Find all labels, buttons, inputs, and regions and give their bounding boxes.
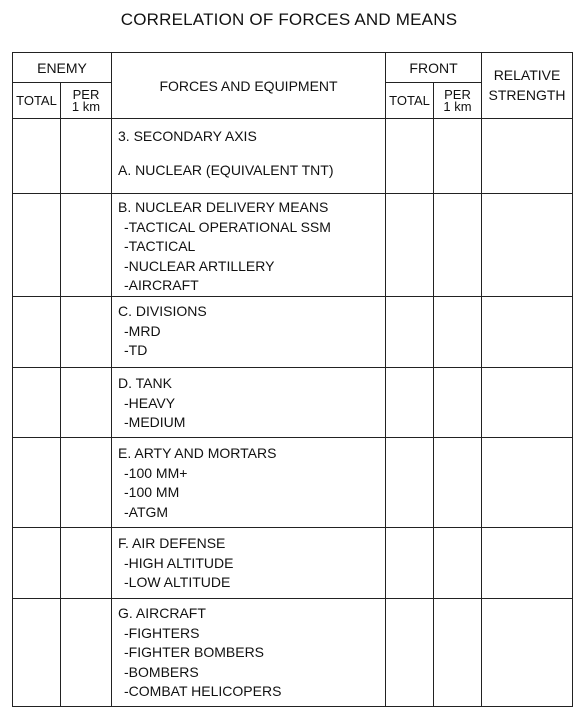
list-item: -COMBAT HELICOPERS	[124, 683, 282, 699]
list-item: -FIGHTER BOMBERS	[124, 644, 265, 660]
row-heading: 3. SECONDARY AXIS	[118, 128, 257, 144]
list-item: -TACTICAL	[124, 238, 196, 254]
km-label: 1 km	[443, 98, 472, 114]
enemy-per-km-cell	[61, 119, 112, 194]
relative-strength-cell	[482, 438, 573, 528]
relative-strength-cell	[482, 368, 573, 438]
enemy-per-km-cell	[61, 368, 112, 438]
enemy-total-cell	[13, 194, 61, 297]
list-item: -TACTICAL OPERATIONAL SSM	[124, 218, 331, 235]
enemy-per-km-cell	[61, 438, 112, 528]
list-item: -MRD	[124, 322, 161, 339]
relative-strength-cell	[482, 297, 573, 368]
forces-equipment-header: FORCES AND EQUIPMENT	[112, 53, 386, 119]
enemy-total-cell	[13, 368, 61, 438]
front-total-cell	[386, 119, 434, 194]
front-per-km-cell	[434, 599, 482, 707]
forces-cell	[112, 297, 386, 368]
km-label: 1 km	[71, 98, 101, 114]
list-item: -ATGM	[124, 503, 169, 520]
list-item: -BOMBERS	[124, 663, 199, 680]
front-total-cell	[386, 528, 434, 599]
list-item: -TD	[124, 342, 148, 358]
row-heading: D. TANK	[118, 375, 172, 391]
table-row	[13, 599, 573, 707]
table-row	[13, 438, 573, 528]
relative-strength-cell	[482, 119, 573, 194]
row-heading: F. AIR DEFENSE	[118, 535, 226, 551]
relative-strength-header	[482, 53, 573, 119]
enemy-per-km-cell	[61, 194, 112, 297]
front-per-km-cell	[434, 528, 482, 599]
forces-cell	[112, 528, 386, 599]
enemy-total-cell	[13, 119, 61, 194]
relative-strength-cell	[482, 194, 573, 297]
front-total-cell	[386, 194, 434, 297]
table-row	[13, 528, 573, 599]
front-per-km-cell	[434, 194, 482, 297]
forces-cell	[112, 599, 386, 707]
list-item: -HIGH ALTITUDE	[124, 554, 234, 571]
relative-strength-cell	[482, 599, 573, 707]
enemy-per-km-header	[61, 83, 112, 119]
row-heading: E. ARTY AND MORTARS	[118, 445, 277, 461]
enemy-header: ENEMY	[13, 53, 112, 83]
front-total-cell	[386, 297, 434, 368]
front-header: FRONT	[386, 53, 482, 83]
correlation-table	[12, 52, 573, 707]
forces-cell	[112, 194, 386, 297]
enemy-per-km-cell	[61, 297, 112, 368]
list-item: -MEDIUM	[124, 414, 186, 430]
forces-cell	[112, 119, 386, 194]
enemy-total-cell	[13, 528, 61, 599]
list-item: -LOW ALTITUDE	[124, 574, 231, 590]
list-item: -100 MM+	[124, 464, 188, 481]
front-total-cell	[386, 368, 434, 438]
front-per-km-cell	[434, 297, 482, 368]
relative-strength-cell	[482, 528, 573, 599]
list-item: -HEAVY	[124, 394, 176, 411]
list-item: -100 MM	[124, 484, 180, 500]
list-item: -FIGHTERS	[124, 624, 200, 641]
table-row	[13, 119, 573, 194]
front-total-cell	[386, 599, 434, 707]
enemy-per-km-cell	[61, 599, 112, 707]
front-per-km-header	[434, 83, 482, 119]
table-row	[13, 368, 573, 438]
forces-cell	[112, 438, 386, 528]
per-label: PER	[72, 86, 100, 102]
strength-label: STRENGTH	[488, 86, 566, 103]
page-title: CORRELATION OF FORCES AND MEANS	[120, 10, 458, 29]
per-label: PER	[444, 86, 471, 102]
front-total-cell	[386, 438, 434, 528]
list-item: -NUCLEAR ARTILLERY	[124, 257, 275, 274]
enemy-total-cell	[13, 599, 61, 707]
enemy-total-header: TOTAL	[13, 83, 61, 119]
forces-cell	[112, 368, 386, 438]
enemy-total-cell	[13, 297, 61, 368]
row-heading: B. NUCLEAR DELIVERY MEANS	[118, 199, 329, 215]
enemy-total-cell	[13, 438, 61, 528]
table-row	[13, 297, 573, 368]
list-item: -AIRCRAFT	[124, 277, 199, 293]
row-heading: C. DIVISIONS	[118, 303, 207, 319]
front-per-km-cell	[434, 438, 482, 528]
table-row	[13, 194, 573, 297]
relative-label: RELATIVE	[493, 67, 561, 83]
enemy-per-km-cell	[61, 528, 112, 599]
front-total-header: TOTAL	[386, 83, 434, 119]
front-per-km-cell	[434, 368, 482, 438]
front-per-km-cell	[434, 119, 482, 194]
row-heading: G. AIRCRAFT	[118, 605, 206, 621]
row-heading: A. NUCLEAR (EQUIVALENT TNT)	[118, 161, 334, 178]
